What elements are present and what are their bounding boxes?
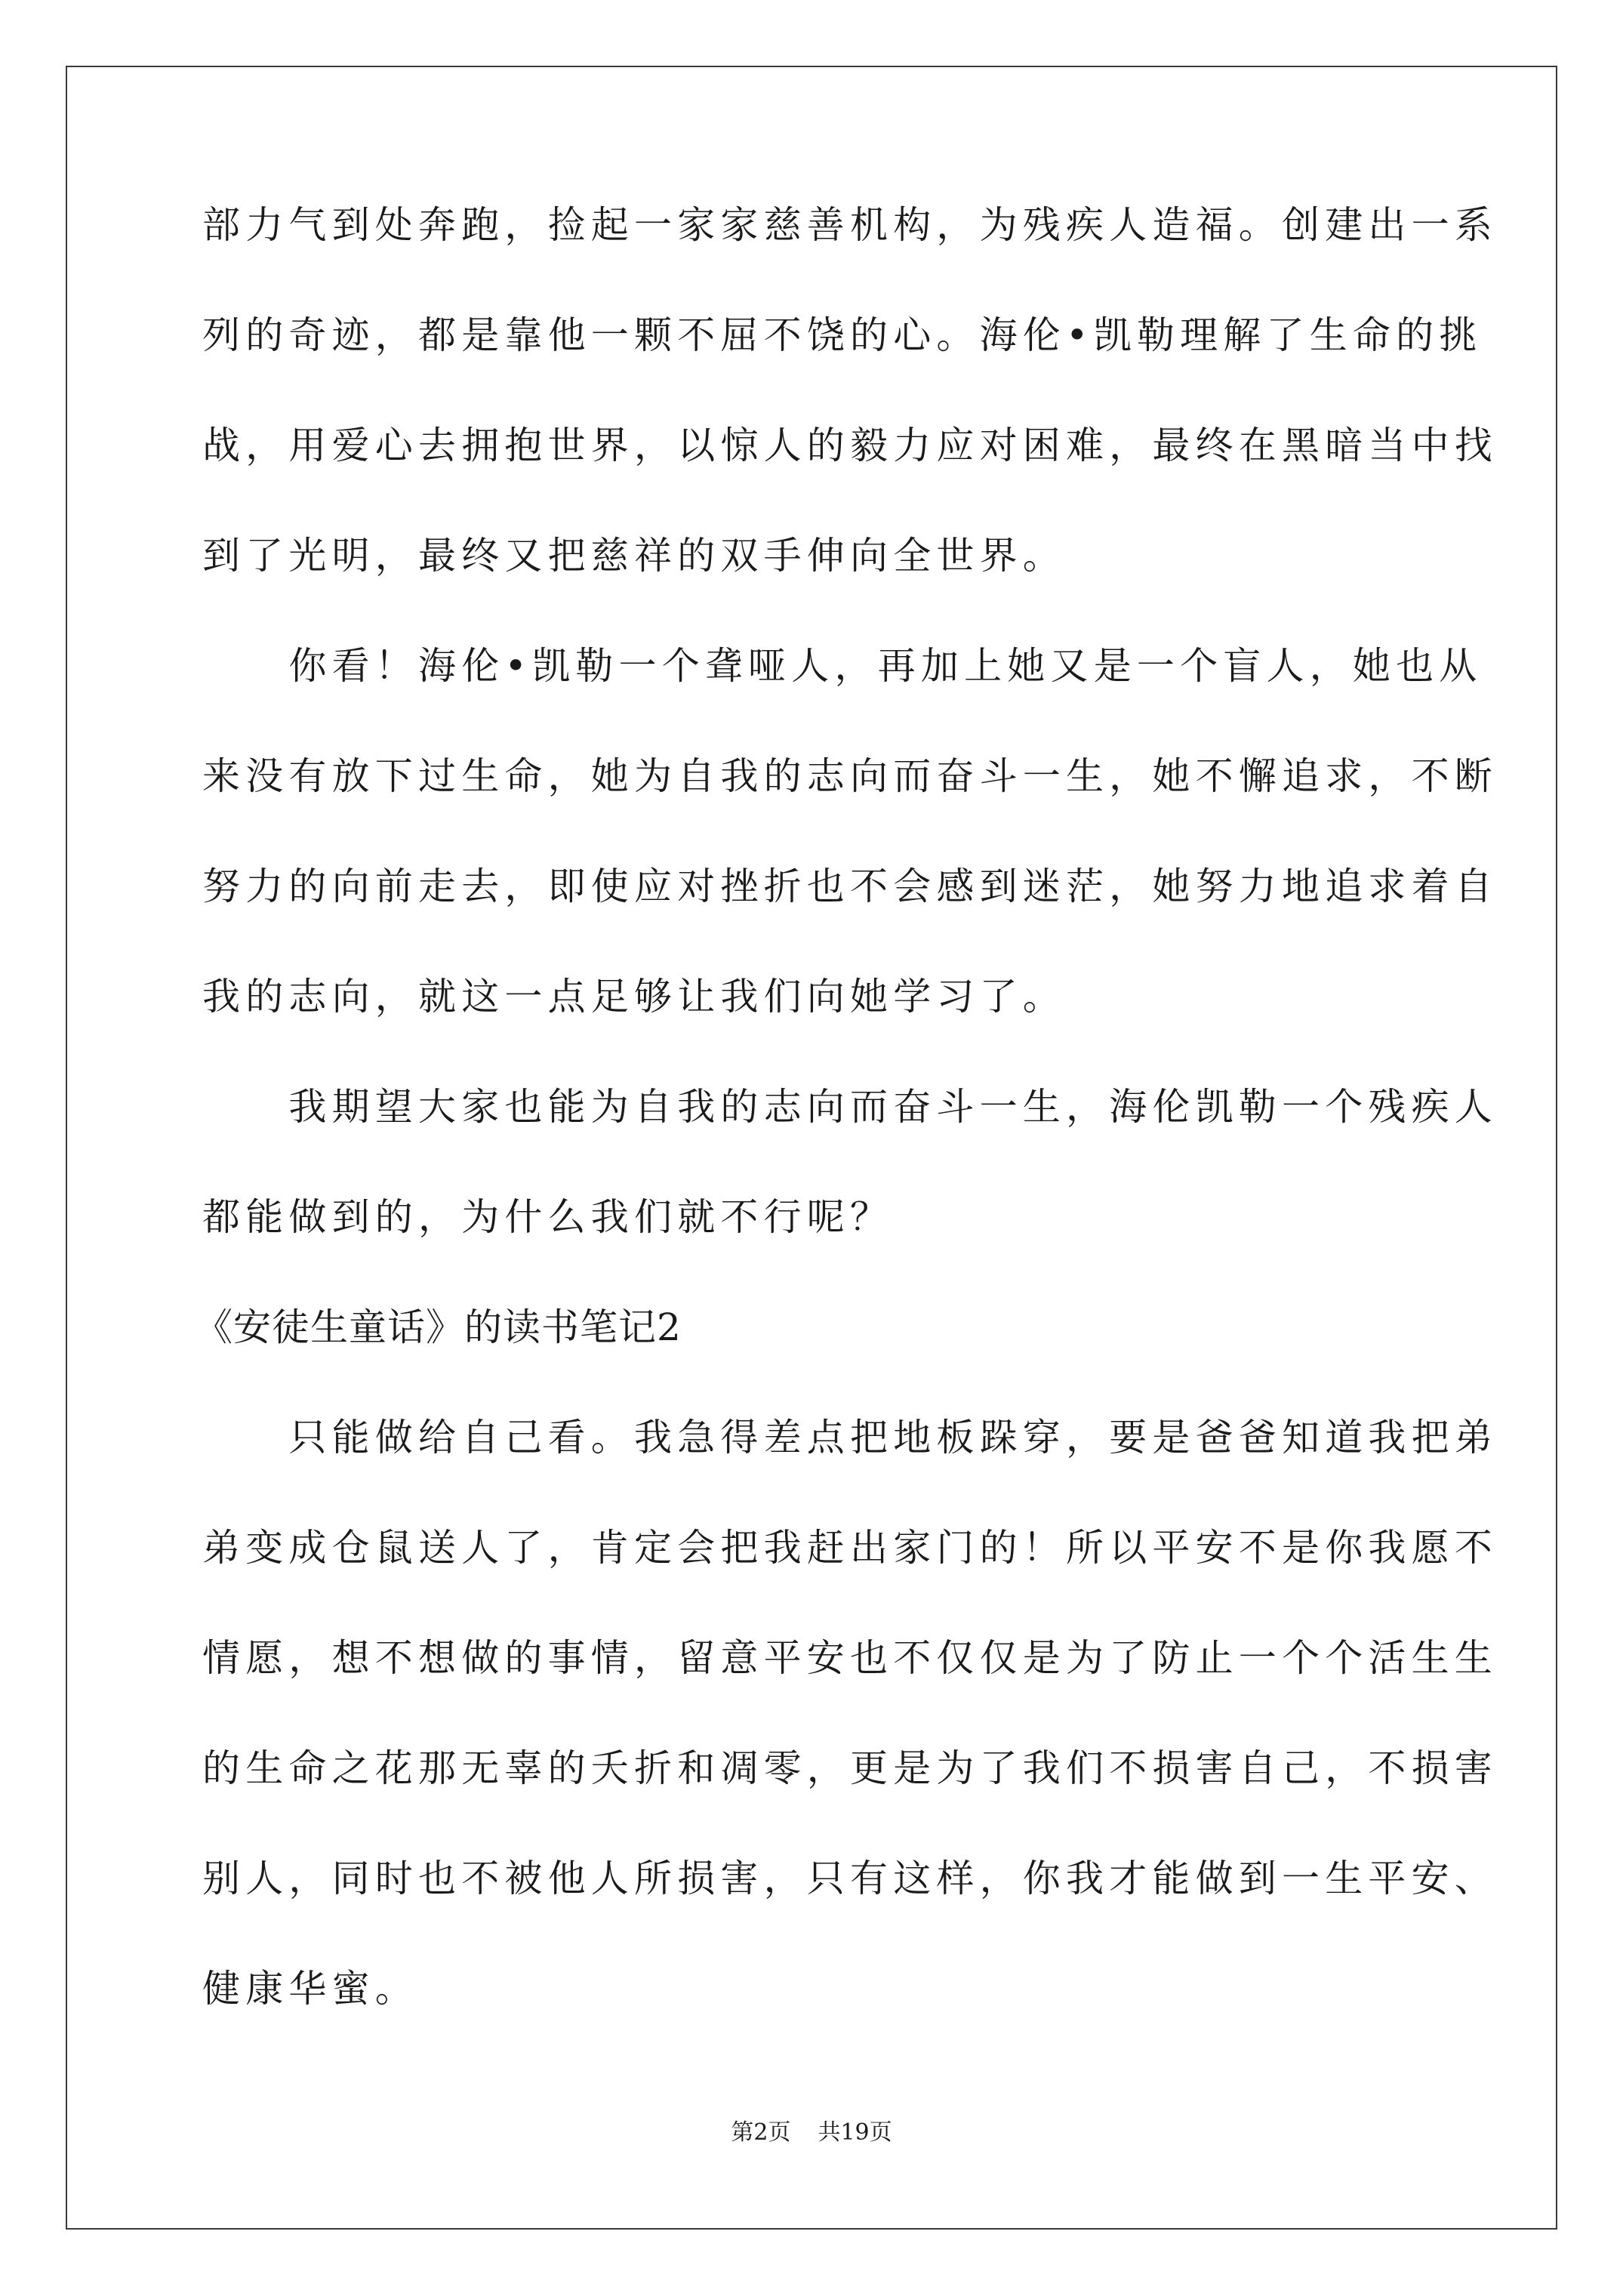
page-total: 共19页 (818, 2119, 892, 2146)
paragraph-line: 来没有放下过生命，她为自我的志向而奋斗一生，她不懈追求，不断 (202, 754, 1498, 798)
paragraph-line: 都能做到的，为什么我们就不行呢？ (202, 1195, 894, 1239)
paragraph-line: 努力的向前走去，即使应对挫折也不会感到迷茫，她努力地追求着自 (202, 864, 1498, 908)
paragraph-line: 我期望大家也能为自我的志向而奋斗一生，海伦凯勒一个残疾人 (202, 1085, 1498, 1129)
paragraph-line: 弟变成仓鼠送人了，肯定会把我赶出家门的！所以平安不是你我愿不 (202, 1526, 1498, 1570)
page-number: 第2页 (731, 2119, 791, 2146)
page-footer (0, 2118, 1623, 2148)
paragraph-line: 列的奇迹，都是靠他一颗不屈不饶的心。海伦•凯勒理解了生命的挑 (202, 313, 1483, 357)
paragraph-line: 健康华蜜。 (202, 1967, 418, 2011)
paragraph-line: 你看！海伦•凯勒一个聋哑人，再加上她又是一个盲人，她也从 (202, 644, 1483, 688)
paragraph-line: 别人，同时也不被他人所损害，只有这样，你我才能做到一生平安、 (202, 1857, 1498, 1900)
section-heading: 《安徒生童话》的读书笔记2 (195, 1305, 682, 1349)
paragraph-line: 战，用爱心去拥抱世界，以惊人的毅力应对困难，最终在黑暗当中找 (202, 424, 1498, 467)
paragraph-line: 只能做给自己看。我急得差点把地板跺穿，要是爸爸知道我把弟 (202, 1416, 1498, 1459)
paragraph-line: 我的志向，就这一点足够让我们向她学习了。 (202, 975, 1066, 1019)
paragraph-line: 情愿，想不想做的事情，留意平安也不仅仅是为了防止一个个活生生 (202, 1636, 1498, 1680)
paragraph-line: 部力气到处奔跑，捡起一家家慈善机构，为残疾人造福。创建出一系 (202, 203, 1498, 247)
paragraph-line: 的生命之花那无辜的夭折和凋零，更是为了我们不损害自己，不损害 (202, 1746, 1498, 1790)
paragraph-line: 到了光明，最终又把慈祥的双手伸向全世界。 (202, 534, 1066, 578)
document-body (195, 199, 1498, 2073)
